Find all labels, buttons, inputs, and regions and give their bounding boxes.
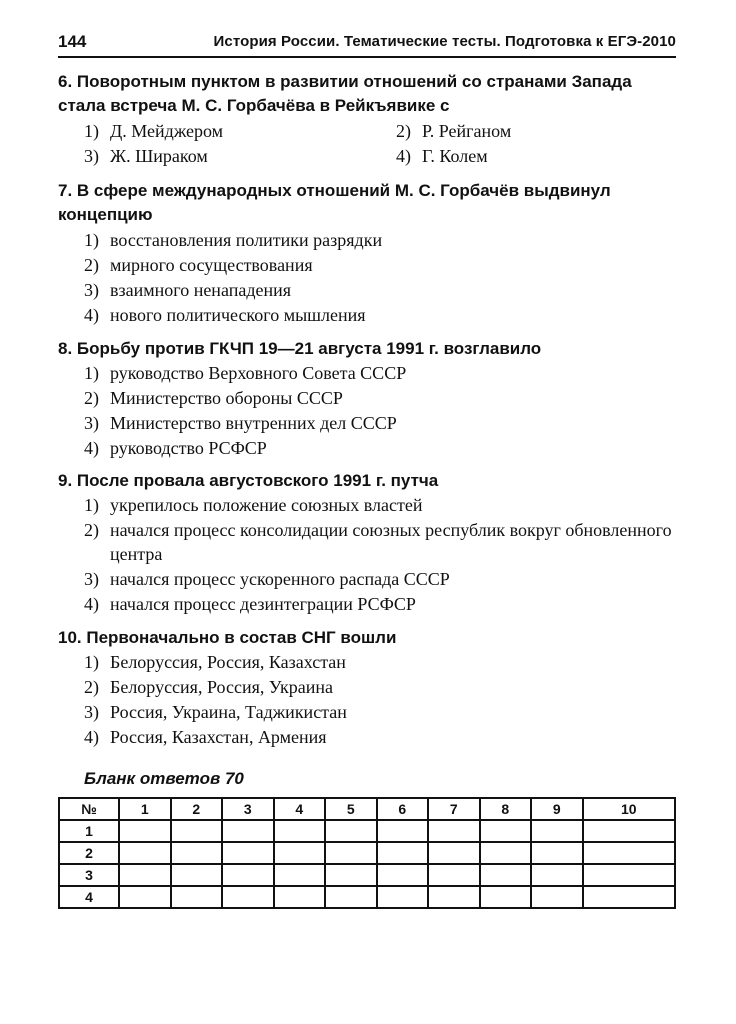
answer-cell[interactable] xyxy=(480,820,532,842)
column-header: 7 xyxy=(428,798,480,820)
question-6-option-1: 1) Д. Мейджером xyxy=(84,121,224,141)
answer-cell[interactable] xyxy=(274,886,326,908)
answer-cell[interactable] xyxy=(119,886,171,908)
answer-cell[interactable] xyxy=(325,864,377,886)
answer-cell[interactable] xyxy=(119,842,171,864)
question-6-title xyxy=(58,70,680,118)
question-number: 8. xyxy=(58,339,73,358)
answer-cell[interactable] xyxy=(583,842,676,864)
page-header xyxy=(58,30,676,58)
column-header: 10 xyxy=(583,798,676,820)
answer-cell[interactable] xyxy=(531,820,583,842)
question-9-option-4: 4) начался процесс дезинтеграции РСФСР xyxy=(84,594,416,614)
question-10-option-1: 1) Белоруссия, Россия, Казахстан xyxy=(84,652,346,672)
answer-cell[interactable] xyxy=(583,864,676,886)
question-7-option-1: 1) восстановления политики разрядки xyxy=(84,230,383,250)
answer-cell[interactable] xyxy=(222,820,274,842)
question-7-title xyxy=(58,179,680,227)
column-header: 1 xyxy=(119,798,171,820)
answer-sheet-row xyxy=(59,864,675,886)
question-6-option-3: 3) Ж. Шираком xyxy=(84,146,208,166)
question-number: 7. xyxy=(58,181,73,200)
question-10-option-3: 3) Россия, Украина, Таджикистан xyxy=(84,702,347,722)
question-text: В сфере международных отношений М. С. Горбачёв выдвинул концепцию xyxy=(58,181,611,224)
question-6-option-2: 2) Р. Рейганом xyxy=(396,121,512,141)
answer-cell[interactable] xyxy=(428,886,480,908)
answer-cell[interactable] xyxy=(480,842,532,864)
answer-cell[interactable] xyxy=(325,820,377,842)
answer-cell[interactable] xyxy=(222,864,274,886)
answer-cell[interactable] xyxy=(583,820,676,842)
answer-cell[interactable] xyxy=(171,886,223,908)
question-number: 6. xyxy=(58,72,73,91)
answer-cell[interactable] xyxy=(171,864,223,886)
question-7-option-4: 4) нового политического мышления xyxy=(84,305,366,325)
question-8-option-4: 4) руководство РСФСР xyxy=(84,438,267,458)
answer-cell[interactable] xyxy=(274,842,326,864)
question-text: Первоначально в состав СНГ вошли xyxy=(86,628,397,647)
row-header: 3 xyxy=(59,864,119,886)
answer-cell[interactable] xyxy=(428,820,480,842)
answer-cell[interactable] xyxy=(325,842,377,864)
answer-cell[interactable] xyxy=(171,842,223,864)
page-number: 144 xyxy=(58,32,87,51)
answer-sheet-header-row xyxy=(59,798,675,820)
answer-cell[interactable] xyxy=(531,842,583,864)
row-header: 2 xyxy=(59,842,119,864)
question-8-option-3: 3) Министерство внутренних дел СССР xyxy=(84,413,397,433)
column-header: 3 xyxy=(222,798,274,820)
question-10-title xyxy=(58,626,680,650)
answer-cell[interactable] xyxy=(222,886,274,908)
running-title: История России. Тематические тесты. Подготовка к ЕГЭ-2010 xyxy=(213,33,676,50)
question-10-option-4: 4) Россия, Казахстан, Армения xyxy=(84,727,327,747)
question-8-title xyxy=(58,337,680,361)
answer-sheet-title: Бланк ответов 70 xyxy=(84,769,244,788)
question-7-option-3: 3) взаимного ненападения xyxy=(84,280,292,300)
answer-cell[interactable] xyxy=(377,864,429,886)
answer-cell[interactable] xyxy=(325,886,377,908)
question-9-option-2: 2) начался процесс консолидации союзных республик вокруг обновленного центра xyxy=(84,520,672,564)
question-9-title xyxy=(58,469,680,493)
column-header: 2 xyxy=(171,798,223,820)
question-number: 9. xyxy=(58,471,73,490)
column-header: 8 xyxy=(480,798,532,820)
answer-sheet-table xyxy=(58,797,676,909)
row-header: 1 xyxy=(59,820,119,842)
question-7-option-2: 2) мирного сосуществования xyxy=(84,255,313,275)
answer-cell[interactable] xyxy=(377,820,429,842)
answer-cell[interactable] xyxy=(171,820,223,842)
question-9-option-1: 1) укрепилось положение союзных властей xyxy=(84,495,423,515)
question-text: Поворотным пунктом в развитии отношений со странами Запада стала встреча М. С. Горбачёва в Рейкъявике с xyxy=(58,72,632,115)
answer-sheet-corner: № xyxy=(59,798,119,820)
answer-cell[interactable] xyxy=(222,842,274,864)
answer-cell[interactable] xyxy=(428,864,480,886)
answer-cell[interactable] xyxy=(583,886,676,908)
answer-cell[interactable] xyxy=(531,864,583,886)
answer-sheet-row xyxy=(59,820,675,842)
answer-cell[interactable] xyxy=(377,842,429,864)
answer-cell[interactable] xyxy=(274,820,326,842)
question-text: Борьбу против ГКЧП 19—21 августа 1991 г. возглавило xyxy=(76,339,542,358)
answer-cell[interactable] xyxy=(480,886,532,908)
answer-cell[interactable] xyxy=(428,842,480,864)
answer-cell[interactable] xyxy=(531,886,583,908)
answer-cell[interactable] xyxy=(274,864,326,886)
question-8-option-2: 2) Министерство обороны СССР xyxy=(84,388,343,408)
row-header: 4 xyxy=(59,886,119,908)
answer-cell[interactable] xyxy=(119,820,171,842)
column-header: 4 xyxy=(274,798,326,820)
question-10-option-2: 2) Белоруссия, Россия, Украина xyxy=(84,677,334,697)
question-8-option-1: 1) руководство Верховного Совета СССР xyxy=(84,363,407,383)
question-number: 10. xyxy=(58,628,82,647)
question-9-option-3: 3) начался процесс ускоренного распада СССР xyxy=(84,569,450,589)
answer-cell[interactable] xyxy=(377,886,429,908)
answer-cell[interactable] xyxy=(480,864,532,886)
answer-sheet-row xyxy=(59,886,675,908)
column-header: 9 xyxy=(531,798,583,820)
answer-sheet-row xyxy=(59,842,675,864)
column-header: 5 xyxy=(325,798,377,820)
question-6-option-4: 4) Г. Колем xyxy=(396,146,488,166)
answer-cell[interactable] xyxy=(119,864,171,886)
column-header: 6 xyxy=(377,798,429,820)
question-text: После провала августовского 1991 г. путча xyxy=(76,471,439,490)
